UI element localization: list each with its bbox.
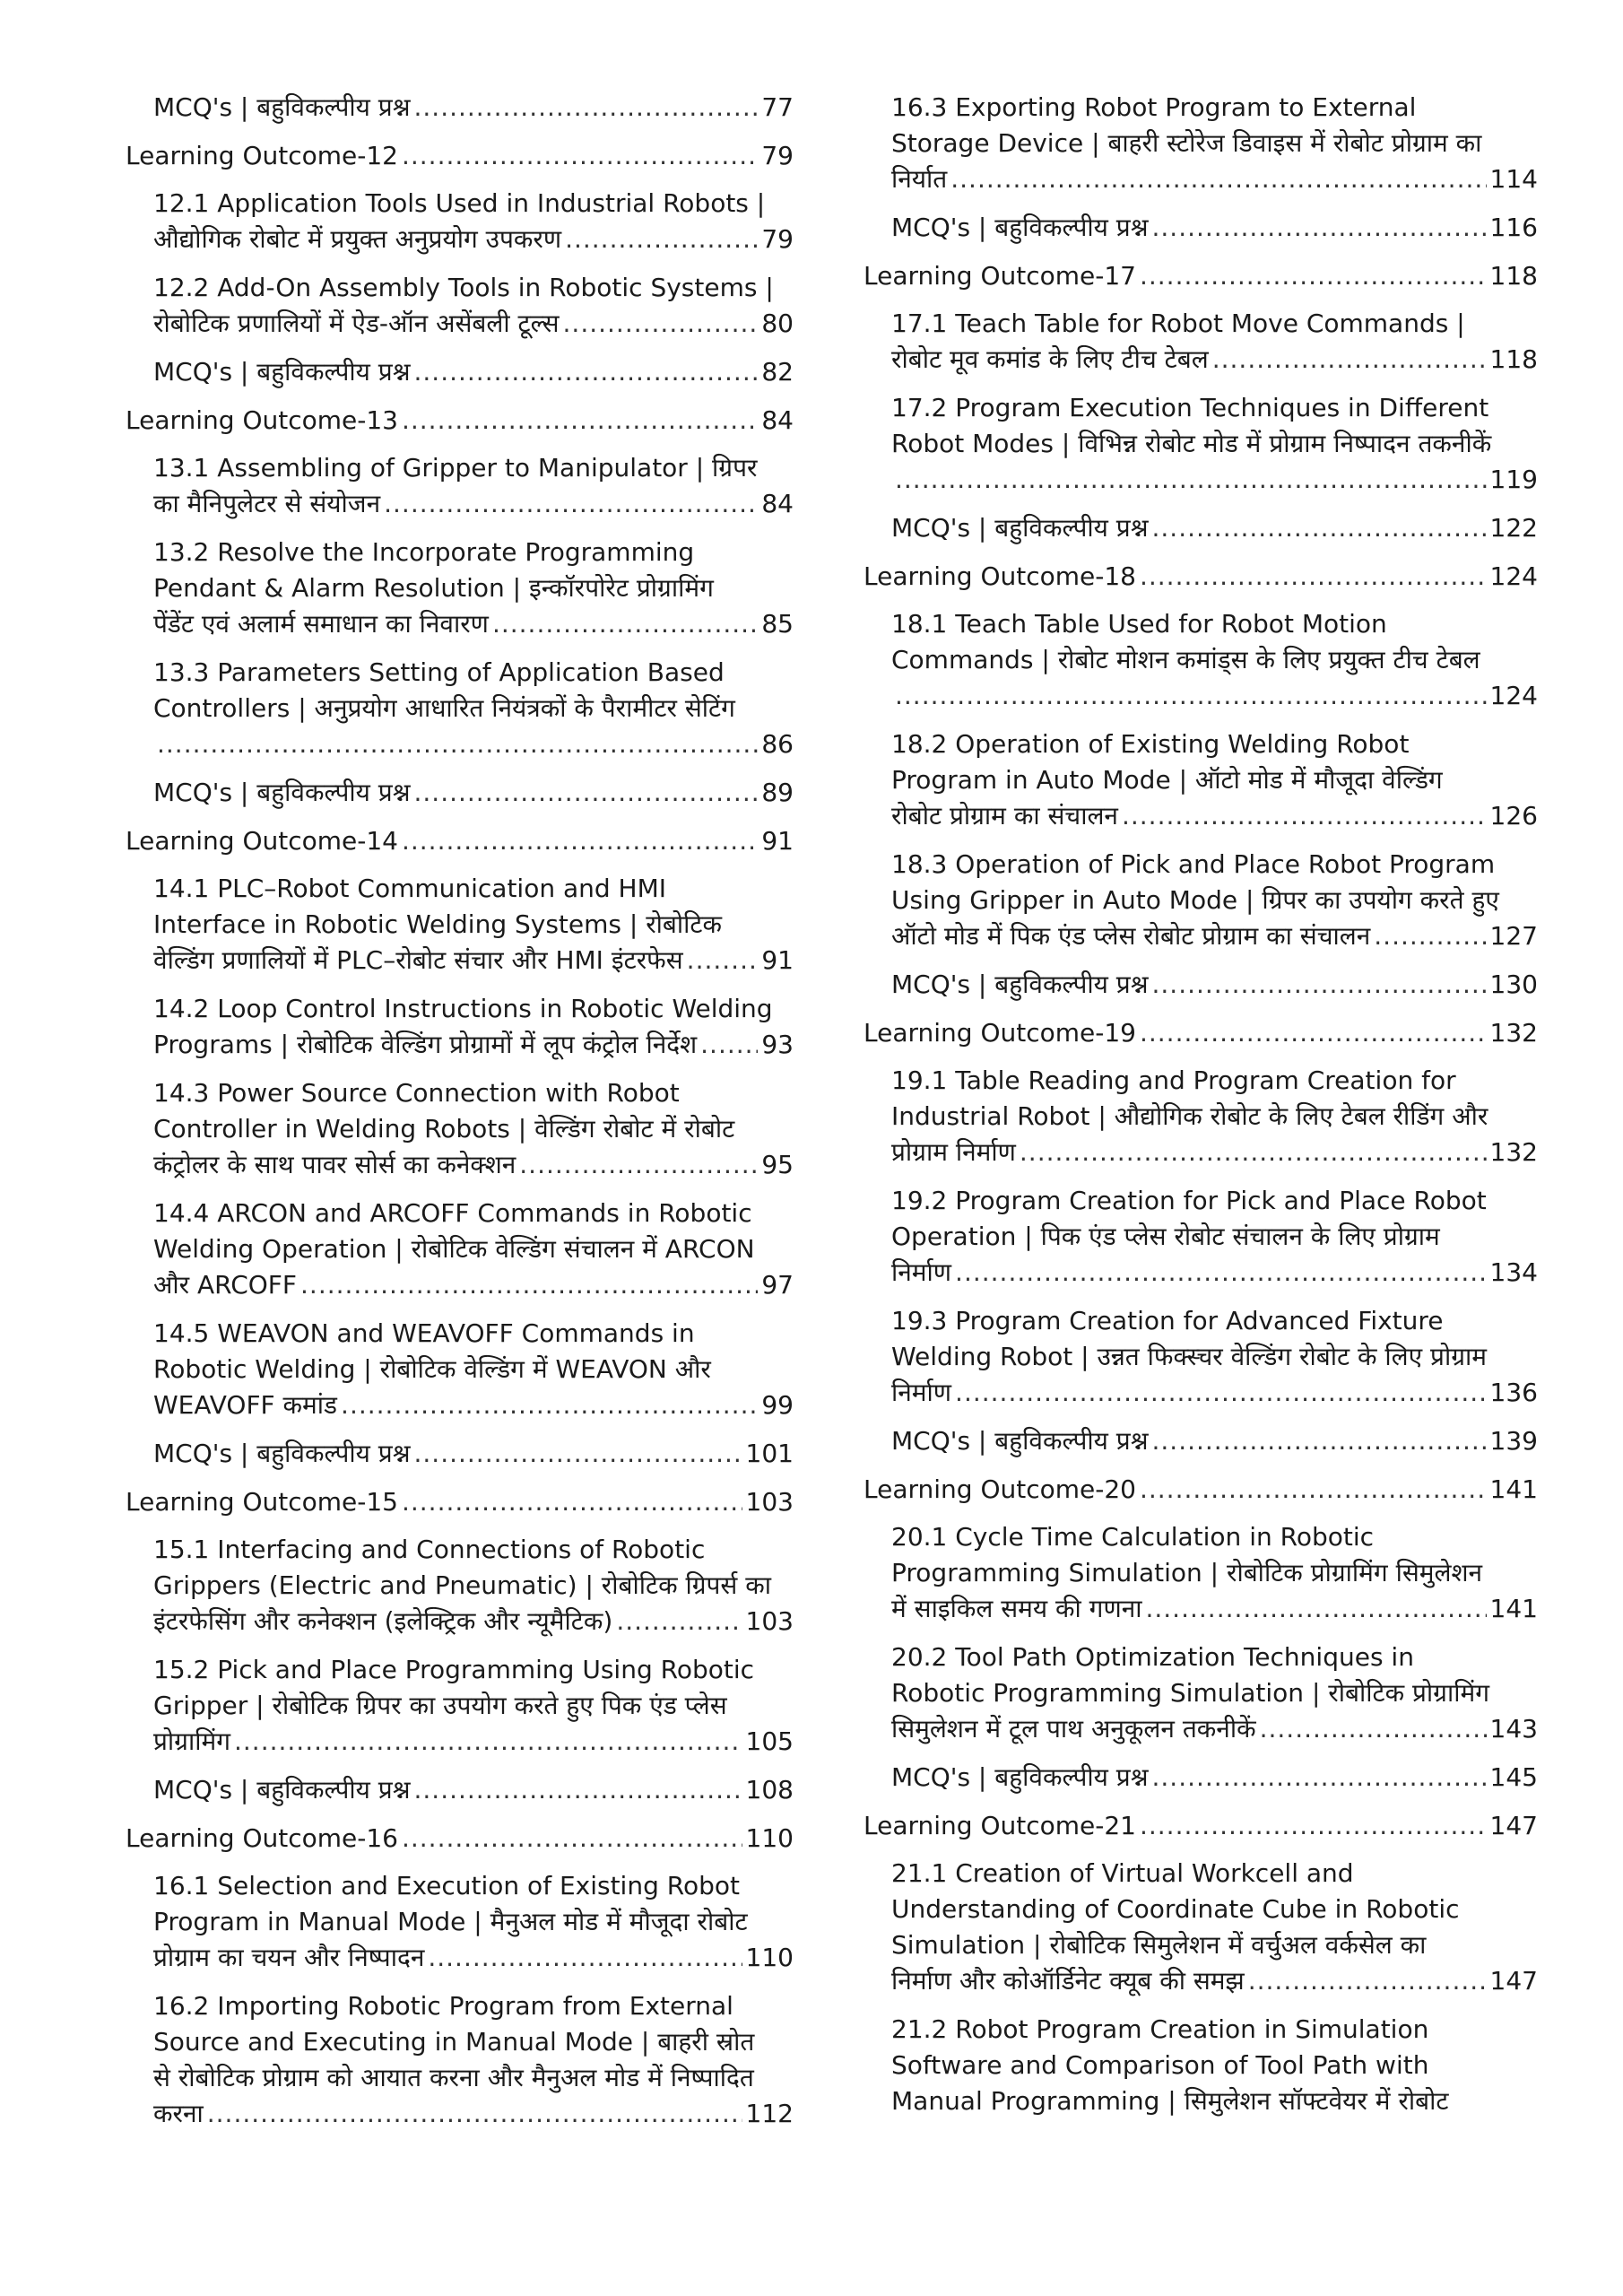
toc-entry-line: 15.2 Pick and Place Programming Using Robotic — [153, 1655, 755, 1684]
toc-entry-final-line — [126, 403, 794, 439]
dot-leader — [492, 606, 758, 642]
dot-leader — [1260, 1711, 1487, 1747]
page-number: 116 — [1489, 213, 1538, 242]
toc-entry-line: 16.3 Exporting Robot Program to External — [891, 92, 1417, 122]
page-number: 141 — [1489, 1474, 1538, 1504]
toc-entry-title: प्रोग्राम निर्माण — [891, 1137, 1016, 1167]
dot-leader — [950, 161, 1486, 197]
toc-learning-outcome[interactable] — [864, 1808, 1538, 1844]
toc-entry[interactable] — [126, 1988, 794, 2132]
toc-entry-title: Learning Outcome-20 — [864, 1474, 1136, 1504]
toc-entry-title: सिमुलेशन में टूल पाथ अनुकूलन तकनीकें — [891, 1714, 1256, 1744]
page-number: 103 — [745, 1487, 794, 1517]
toc-entry[interactable] — [864, 390, 1538, 498]
dot-leader — [1122, 798, 1487, 834]
dot-leader — [1140, 1015, 1487, 1051]
toc-entry-line: Robotic Welding | रोबोटिक वेल्डिंग में WEAVON और — [153, 1354, 711, 1384]
toc-entry-final-line — [153, 775, 794, 811]
toc-entry-title: Learning Outcome-14 — [126, 826, 398, 856]
toc-entry-line: Controller in Welding Robots | वेल्डिंग रोबोट में रोबोट — [153, 1114, 735, 1144]
toc-entry-final-line — [153, 943, 794, 978]
toc-entry[interactable] — [126, 1196, 794, 1303]
page-number: 99 — [761, 1390, 794, 1420]
toc-entry-line: 18.2 Operation of Existing Welding Robot — [891, 729, 1410, 759]
toc-entry-final-line — [153, 354, 794, 390]
toc-entry-final-line — [153, 1387, 794, 1423]
toc-entry-title: प्रोग्राम का चयन और निष्पादन — [153, 1943, 425, 1972]
dot-leader — [414, 354, 759, 390]
toc-entry[interactable] — [864, 1183, 1538, 1291]
toc-entry[interactable] — [864, 510, 1538, 546]
toc-entry-line: 16.2 Importing Robotic Program from External — [153, 1991, 733, 2021]
toc-learning-outcome[interactable] — [126, 1484, 794, 1520]
toc-entry-final-line — [864, 1015, 1538, 1051]
dot-leader — [1145, 1591, 1486, 1627]
dot-leader — [519, 1147, 758, 1183]
page-number: 126 — [1489, 801, 1538, 831]
dot-leader — [402, 1821, 742, 1857]
toc-learning-outcome[interactable] — [126, 823, 794, 859]
toc-entry-line: Industrial Robot | औद्योगिक रोबोट के लिए टेबल रीडिंग और — [891, 1101, 1488, 1131]
dot-leader — [207, 2096, 742, 2132]
toc-entry-final-line — [126, 138, 794, 174]
toc-entry[interactable] — [864, 210, 1538, 246]
toc-entry-title: Learning Outcome-17 — [864, 261, 1136, 291]
toc-entry-line: Source and Executing in Manual Mode | बाहरी स्रोत — [153, 2027, 755, 2057]
toc-entry-final-line — [891, 1375, 1538, 1411]
page-number: 130 — [1489, 970, 1538, 999]
toc-entry-final-line — [126, 1821, 794, 1857]
dot-leader — [414, 775, 759, 811]
toc-entry-title: औद्योगिक रोबोट में प्रयुक्त अनुप्रयोग उपकरण — [153, 224, 562, 254]
page-number: 127 — [1489, 921, 1538, 951]
toc-entry-final-line — [153, 486, 794, 522]
toc-entry-title: करना — [153, 2099, 204, 2128]
toc-entry[interactable] — [126, 90, 794, 126]
toc-entry[interactable] — [126, 1316, 794, 1423]
toc-entry-line: Software and Comparison of Tool Path with — [891, 2050, 1429, 2080]
toc-entry-title: और ARCOFF — [153, 1270, 298, 1300]
toc-entry-title: निर्माण और कोऑर्डिनेट क्यूब की समझ — [891, 1966, 1245, 1996]
page-number: 122 — [1489, 513, 1538, 543]
toc-entry-line: Operation | पिक एंड प्लेस रोबोट संचालन के लिए प्रोग्राम — [891, 1222, 1440, 1251]
page-number: 105 — [745, 1726, 794, 1756]
page-number: 147 — [1489, 1811, 1538, 1840]
page-number: 93 — [761, 1030, 794, 1059]
dot-leader — [1140, 258, 1487, 294]
dot-leader — [1020, 1135, 1487, 1170]
toc-entry-line: Program in Manual Mode | मैनुअल मोड में मौजूदा रोबोट — [153, 1907, 748, 1936]
toc-entry[interactable] — [126, 270, 794, 342]
toc-entry-final-line — [891, 1423, 1538, 1459]
toc-entry-line: Manual Programming | सिमुलेशन सॉफ्टवेयर में रोबोट — [891, 2086, 1449, 2116]
toc-entry-final-line — [153, 1027, 794, 1063]
toc-entry-title: MCQ's | बहुविकल्पीय प्रश्न — [153, 1775, 411, 1805]
toc-entry-line: 14.2 Loop Control Instructions in Robotic Welding — [153, 994, 773, 1023]
page-number: 143 — [1489, 1714, 1538, 1744]
toc-entry-final-line — [864, 559, 1538, 595]
toc-entry-title: Learning Outcome-15 — [126, 1487, 398, 1517]
toc-entry-title: पेंडेंट एवं अलार्म समाधान का निवारण — [153, 609, 489, 639]
dot-leader — [1140, 559, 1487, 595]
toc-entry-final-line — [891, 1711, 1538, 1747]
toc-entry-final-line — [891, 161, 1538, 197]
toc-learning-outcome[interactable] — [864, 258, 1538, 294]
toc-entry-line: 18.1 Teach Table Used for Robot Motion — [891, 609, 1387, 639]
toc-entry[interactable] — [864, 1519, 1538, 1627]
toc-entry-title: रोबोटिक प्रणालियों में ऐड-ऑन असेंबली टूल्स — [153, 309, 560, 338]
dot-leader — [1152, 967, 1487, 1003]
dot-leader — [300, 1267, 758, 1303]
toc-entry-final-line — [891, 462, 1538, 498]
page-number: 124 — [1489, 681, 1538, 710]
toc-entry-final-line — [864, 258, 1538, 294]
toc-entry-final-line — [891, 798, 1538, 834]
dot-leader — [1248, 1963, 1487, 1999]
toc-entry-line: Grippers (Electric and Pneumatic) | रोबोटिक ग्रिपर्स का — [153, 1570, 772, 1600]
toc-entry-line: 15.1 Interfacing and Connections of Robotic — [153, 1535, 706, 1564]
toc-learning-outcome[interactable] — [864, 1015, 1538, 1051]
dot-leader — [895, 462, 1487, 498]
dot-leader — [700, 1027, 758, 1063]
page-number: 79 — [761, 224, 794, 254]
page-number: 141 — [1489, 1594, 1538, 1623]
toc-entry-line: Commands | रोबोट मोशन कमांड्स के लिए प्रयुक्त टीच टेबल — [891, 645, 1480, 674]
dot-leader — [955, 1255, 1487, 1291]
toc-entry[interactable] — [126, 535, 794, 642]
toc-entry-line: 14.3 Power Source Connection with Robot — [153, 1078, 680, 1108]
toc-entry-title: वेल्डिंग प्रणालियों में PLC–रोबोट संचार और HMI इंटरफेस — [153, 945, 683, 975]
toc-entry-line: Programming Simulation | रोबोटिक प्रोग्रामिंग सिमुलेशन — [891, 1558, 1483, 1587]
page-number: 132 — [1489, 1018, 1538, 1048]
toc-entry-final-line — [153, 222, 794, 257]
toc-entry[interactable] — [126, 871, 794, 978]
dot-leader — [565, 222, 758, 257]
dot-leader — [1152, 510, 1487, 546]
toc-entry-final-line — [153, 1267, 794, 1303]
page-number: 124 — [1489, 561, 1538, 591]
toc-entry-title: MCQ's | बहुविकल्पीय प्रश्न — [153, 92, 411, 122]
toc-entry-title: निर्माण — [891, 1257, 952, 1287]
toc-entry-final-line — [153, 1604, 794, 1639]
toc-entry-line: 21.2 Robot Program Creation in Simulation — [891, 2014, 1429, 2044]
toc-entry-title: निर्यात — [891, 164, 948, 194]
toc-learning-outcome[interactable] — [126, 138, 794, 174]
dot-leader — [1140, 1472, 1487, 1508]
toc-entry-title: MCQ's | बहुविकल्पीय प्रश्न — [891, 213, 1149, 242]
toc-entry-title: कंट्रोलर के साथ पावर सोर्स का कनेक्शन — [153, 1150, 516, 1179]
toc-entry-final-line — [153, 306, 794, 342]
toc-learning-outcome[interactable] — [126, 1821, 794, 1857]
toc-entry-title: इंटरफेसिंग और कनेक्शन (इलेक्ट्रिक और न्यूमैटिक) — [153, 1606, 613, 1636]
dot-leader — [414, 1436, 742, 1472]
toc-entry-final-line — [153, 1436, 794, 1472]
toc-entry-line: से रोबोटिक प्रोग्राम को आयात करना और मैनुअल मोड में निष्पादित — [153, 2063, 754, 2092]
toc-entry-title: Learning Outcome-16 — [126, 1823, 398, 1853]
toc-entry-line: Gripper | रोबोटिक ग्रिपर का उपयोग करते हुए पिक एंड प्लेस — [153, 1691, 727, 1720]
page-number: 91 — [761, 945, 794, 975]
dot-leader — [1152, 1423, 1487, 1459]
dot-leader — [341, 1387, 758, 1423]
toc-entry-line: 13.1 Assembling of Gripper to Manipulator | ग्रिपर — [153, 453, 758, 483]
toc-entry-title: MCQ's | बहुविकल्पीय प्रश्न — [891, 1762, 1149, 1792]
page-number: 118 — [1489, 344, 1538, 374]
page-number: 110 — [745, 1823, 794, 1853]
toc-entry-final-line — [153, 1772, 794, 1808]
page-number: 145 — [1489, 1762, 1538, 1792]
toc-entry[interactable] — [864, 1423, 1538, 1459]
toc-entry-title: MCQ's | बहुविकल्पीय प्रश्न — [153, 778, 411, 807]
toc-entry[interactable] — [864, 967, 1538, 1003]
toc-entry[interactable] — [126, 655, 794, 762]
toc-entry-final-line — [891, 1760, 1538, 1796]
page-number: 119 — [1489, 465, 1538, 494]
toc-entry-final-line — [864, 1808, 1538, 1844]
toc-entry[interactable] — [864, 306, 1538, 378]
page-number: 85 — [761, 609, 794, 639]
page-number: 118 — [1489, 261, 1538, 291]
page-number: 84 — [761, 405, 794, 435]
toc-entry-line: Interface in Robotic Welding Systems | रोबोटिक — [153, 909, 723, 939]
page-number: 97 — [761, 1270, 794, 1300]
page-number: 82 — [761, 357, 794, 387]
dot-leader — [955, 1375, 1487, 1411]
dot-leader — [563, 306, 759, 342]
toc-entry-line: 14.4 ARCON and ARCOFF Commands in Robotic — [153, 1198, 752, 1228]
toc-entry-title: ऑटो मोड में पिक एंड प्लेस रोबोट प्रोग्राम का संचालन — [891, 921, 1371, 951]
toc-entry-title: Learning Outcome-21 — [864, 1811, 1136, 1840]
page-number: 112 — [745, 2099, 794, 2128]
toc-entry-final-line — [891, 342, 1538, 378]
toc-entry[interactable] — [864, 1303, 1538, 1411]
toc-entry-final-line — [153, 90, 794, 126]
page-number: 80 — [761, 309, 794, 338]
dot-leader — [428, 1940, 742, 1976]
dot-leader — [1374, 918, 1486, 954]
toc-entry-title: Learning Outcome-12 — [126, 141, 398, 170]
toc-entry-line: Using Gripper in Auto Mode | ग्रिपर का उपयोग करते हुए — [891, 885, 1499, 915]
toc-entry-final-line — [891, 1591, 1538, 1627]
toc-entry-title: Learning Outcome-13 — [126, 405, 398, 435]
page-number: 86 — [761, 729, 794, 759]
toc-right-column — [864, 90, 1538, 2132]
toc-entry[interactable] — [126, 1436, 794, 1472]
toc-entry-line: Understanding of Coordinate Cube in Robotic — [891, 1894, 1460, 1924]
toc-learning-outcome[interactable] — [864, 1472, 1538, 1508]
toc-entry-line: 20.1 Cycle Time Calculation in Robotic — [891, 1522, 1375, 1552]
toc-entry-final-line — [891, 918, 1538, 954]
toc-entry[interactable] — [864, 2012, 1538, 2119]
toc-entry-line: Controllers | अनुप्रयोग आधारित नियंत्रकों के पैरामीटर सेटिंग — [153, 693, 735, 723]
page-number: 114 — [1489, 164, 1538, 194]
toc-entry-title: MCQ's | बहुविकल्पीय प्रश्न — [891, 1426, 1149, 1456]
toc-entry-line: Simulation | रोबोटिक सिमुलेशन में वर्चुअल वर्कसेल का — [891, 1930, 1427, 1960]
dot-leader — [414, 1772, 742, 1808]
toc-entry-title: रोबोट प्रोग्राम का संचालन — [891, 801, 1118, 831]
toc-entry-final-line — [891, 1135, 1538, 1170]
dot-leader — [1140, 1808, 1487, 1844]
toc-entry-title: में साइकिल समय की गणना — [891, 1594, 1142, 1623]
toc-entry-line: Storage Device | बाहरी स्टोरेज डिवाइस में रोबोट प्रोग्राम का — [891, 128, 1482, 158]
toc-entry-line: Welding Operation | रोबोटिक वेल्डिंग संचालन में ARCON — [153, 1234, 755, 1264]
toc-entry-line: 14.1 PLC–Robot Communication and HMI — [153, 874, 667, 903]
toc-entry-line: Robotic Programming Simulation | रोबोटिक प्रोग्रामिंग — [891, 1678, 1489, 1708]
toc-entry-final-line — [153, 606, 794, 642]
dot-leader — [414, 90, 759, 126]
toc-entry-line: 20.2 Tool Path Optimization Techniques in — [891, 1642, 1414, 1672]
toc-entry[interactable] — [864, 606, 1538, 714]
toc-entry-title: MCQ's | बहुविकल्पीय प्रश्न — [153, 357, 411, 387]
toc-entry-line: 13.3 Parameters Setting of Application Based — [153, 657, 725, 687]
toc-entry-final-line — [891, 1255, 1538, 1291]
toc-entry[interactable] — [864, 726, 1538, 834]
toc-entry-line: 13.2 Resolve the Incorporate Programming — [153, 537, 695, 567]
toc-learning-outcome[interactable] — [126, 403, 794, 439]
toc-entry-title: Learning Outcome-18 — [864, 561, 1136, 591]
toc-entry-title: Learning Outcome-19 — [864, 1018, 1136, 1048]
dot-leader — [895, 678, 1487, 714]
toc-entry[interactable] — [864, 1760, 1538, 1796]
toc-entry[interactable] — [126, 991, 794, 1063]
toc-entry-final-line — [153, 1724, 794, 1760]
toc-entry[interactable] — [126, 1532, 794, 1639]
toc-entry-line: 18.3 Operation of Pick and Place Robot Program — [891, 849, 1496, 879]
dot-leader — [402, 138, 758, 174]
toc-entry-final-line — [126, 1484, 794, 1520]
toc-entry[interactable] — [126, 1868, 794, 1976]
dot-leader — [234, 1724, 742, 1760]
toc-entry-line: 19.3 Program Creation for Advanced Fixture — [891, 1306, 1444, 1335]
toc-entry-final-line — [126, 823, 794, 859]
toc-entry[interactable] — [126, 186, 794, 257]
toc-learning-outcome[interactable] — [864, 559, 1538, 595]
dot-leader — [1152, 210, 1487, 246]
toc-entry-line: 17.2 Program Execution Techniques in Different — [891, 393, 1489, 422]
toc-entry-final-line — [153, 1940, 794, 1976]
dot-leader — [1212, 342, 1487, 378]
toc-entry[interactable] — [126, 354, 794, 390]
dot-leader — [402, 823, 758, 859]
page-number: 91 — [761, 826, 794, 856]
toc-entry-final-line — [891, 510, 1538, 546]
page-number: 108 — [745, 1775, 794, 1805]
page-number: 79 — [761, 141, 794, 170]
dot-leader — [687, 943, 759, 978]
toc-entry-title: MCQ's | बहुविकल्पीय प्रश्न — [891, 513, 1149, 543]
toc-entry[interactable] — [864, 847, 1538, 954]
toc-entry-title: MCQ's | बहुविकल्पीय प्रश्न — [153, 1439, 411, 1468]
toc-left-column — [126, 90, 794, 2144]
toc-entry[interactable] — [864, 90, 1538, 197]
page-number: 134 — [1489, 1257, 1538, 1287]
toc-entry[interactable] — [126, 1772, 794, 1808]
toc-entry-title: का मैनिपुलेटर से संयोजन — [153, 489, 381, 518]
toc-entry-final-line — [864, 1472, 1538, 1508]
toc-entry-line: Robot Modes | विभिन्न रोबोट मोड में प्रोग्राम निष्पादन तकनीकें — [891, 429, 1492, 458]
toc-entry-line: Welding Robot | उन्नत फिक्स्चर वेल्डिंग रोबोट के लिए प्रोग्राम — [891, 1342, 1488, 1371]
page-number: 132 — [1489, 1137, 1538, 1167]
toc-entry[interactable] — [126, 775, 794, 811]
toc-entry-line: Program in Auto Mode | ऑटो मोड में मौजूदा वेल्डिंग — [891, 765, 1443, 795]
dot-leader — [1152, 1760, 1487, 1796]
page-number: 77 — [761, 92, 794, 122]
toc-entry-title: Programs | रोबोटिक वेल्डिंग प्रोग्रामों में लूप कंट्रोल निर्देश — [153, 1030, 698, 1059]
dot-leader — [616, 1604, 742, 1639]
toc-entry[interactable] — [126, 1652, 794, 1760]
page-number: 84 — [761, 489, 794, 518]
page-number: 89 — [761, 778, 794, 807]
toc-entry[interactable] — [864, 1856, 1538, 1999]
toc-entry-line: 12.1 Application Tools Used in Industrial Robots | — [153, 188, 766, 218]
toc-entry-final-line — [891, 210, 1538, 246]
toc-entry-title: WEAVOFF कमांड — [153, 1390, 338, 1420]
toc-entry[interactable] — [864, 1063, 1538, 1170]
page-number: 103 — [745, 1606, 794, 1636]
toc-entry-line: 19.1 Table Reading and Program Creation for — [891, 1065, 1456, 1095]
dot-leader — [402, 1484, 742, 1520]
toc-entry-title: प्रोग्रामिंग — [153, 1726, 230, 1756]
toc-entry[interactable] — [126, 1075, 794, 1183]
dot-leader — [157, 726, 758, 762]
toc-entry-line: 14.5 WEAVON and WEAVOFF Commands in — [153, 1318, 695, 1348]
toc-entry-title: निर्माण — [891, 1378, 952, 1407]
toc-entry-line: 17.1 Teach Table for Robot Move Commands | — [891, 309, 1465, 338]
toc-entry-final-line — [891, 967, 1538, 1003]
page-number: 139 — [1489, 1426, 1538, 1456]
toc-entry[interactable] — [126, 450, 794, 522]
page-number: 95 — [761, 1150, 794, 1179]
toc-entry-line: 12.2 Add-On Assembly Tools in Robotic Systems | — [153, 273, 774, 302]
toc-entry-final-line — [153, 1147, 794, 1183]
toc-entry-final-line — [153, 2096, 794, 2132]
toc-entry-line: 21.1 Creation of Virtual Workcell and — [891, 1858, 1354, 1888]
page-number: 110 — [745, 1943, 794, 1972]
toc-entry[interactable] — [864, 1639, 1538, 1747]
dot-leader — [384, 486, 758, 522]
toc-entry-final-line — [153, 726, 794, 762]
toc-entry-line: 19.2 Program Creation for Pick and Place Robot — [891, 1186, 1487, 1215]
toc-entry-line: 16.1 Selection and Execution of Existing Robot — [153, 1871, 740, 1900]
page-number: 136 — [1489, 1378, 1538, 1407]
page-number: 147 — [1489, 1966, 1538, 1996]
toc-entry-line: Pendant & Alarm Resolution | इन्कॉरपोरेट प्रोग्रामिंग — [153, 573, 714, 603]
toc-entry-title: रोबोट मूव कमांड के लिए टीच टेबल — [891, 344, 1209, 374]
toc-entry-final-line — [891, 1963, 1538, 1999]
toc-entry-final-line — [891, 678, 1538, 714]
dot-leader — [402, 403, 758, 439]
toc-entry-title: MCQ's | बहुविकल्पीय प्रश्न — [891, 970, 1149, 999]
page-number: 101 — [745, 1439, 794, 1468]
